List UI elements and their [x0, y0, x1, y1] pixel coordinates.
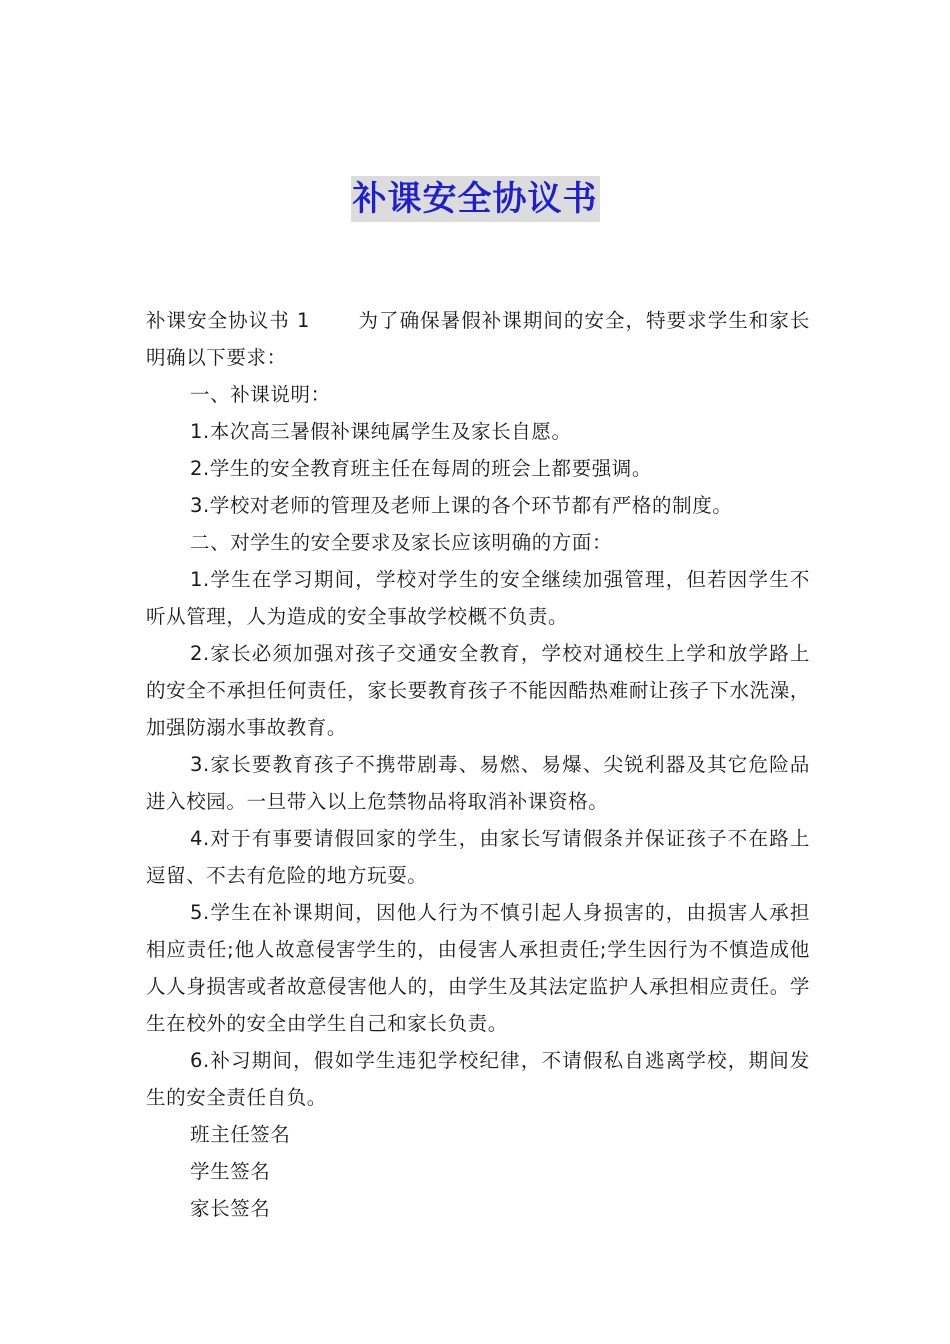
section2-item: 4.对于有事要请假回家的学生，由家长写请假条并保证孩子不在路上逗留、不去有危险的地方玩耍。 [146, 827, 810, 887]
section2-heading: 二、对学生的安全要求及家长应该明确的方面： [190, 531, 613, 554]
section1-item: 3.学校对老师的管理及老师上课的各个环节都有严格的制度。 [190, 494, 733, 517]
section1-heading: 一、补课说明： [190, 383, 331, 406]
intro-heading: 补课安全协议书 1 [146, 309, 311, 332]
intro-paragraph [146, 302, 810, 376]
section1-item: 1.本次高三暑假补课纯属学生及家长自愿。 [190, 420, 572, 443]
section2-item: 5.学生在补课期间，因他人行为不慎引起人身损害的，由损害人承担相应责任;他人故意侵害学生的，由侵害人承担责任;学生因行为不慎造成他人人身损害或者故意侵害他人的，由学生及其法定监护人承担相应责任。学生在校外的安全由学生自己和家长负责。 [146, 901, 810, 1035]
section2-item: 6.补习期间，假如学生违犯学校纪律，不请假私自逃离学校，期间发生的安全责任自负。 [146, 1049, 810, 1109]
section2-item: 3.家长要教育孩子不携带剧毒、易燃、易爆、尖锐利器及其它危险品进入校园。一旦带入以上危禁物品将取消补课资格。 [146, 753, 810, 813]
section1-item: 2.学生的安全教育班主任在每周的班会上都要强调。 [190, 457, 653, 480]
signature-student: 学生签名 [190, 1160, 271, 1183]
signature-teacher: 班主任签名 [190, 1123, 291, 1146]
intro-text: 为了确保暑假补课期间的安全，特要求学生和家长明确以下要求： [146, 309, 810, 369]
document-body [146, 302, 810, 1227]
signature-parent: 家长签名 [190, 1197, 271, 1220]
section2-item: 2.家长必须加强对孩子交通安全教育，学校对通校生上学和放学路上的安全不承担任何责任，家长要教育孩子不能因酷热难耐让孩子下水洗澡，加强防溺水事故教育。 [146, 642, 810, 739]
document-title: 补课安全协议书 [351, 176, 600, 222]
title-container [0, 176, 950, 222]
section2-item: 1.学生在学习期间，学校对学生的安全继续加强管理，但若因学生不听从管理，人为造成的安全事故学校概不负责。 [146, 568, 810, 628]
